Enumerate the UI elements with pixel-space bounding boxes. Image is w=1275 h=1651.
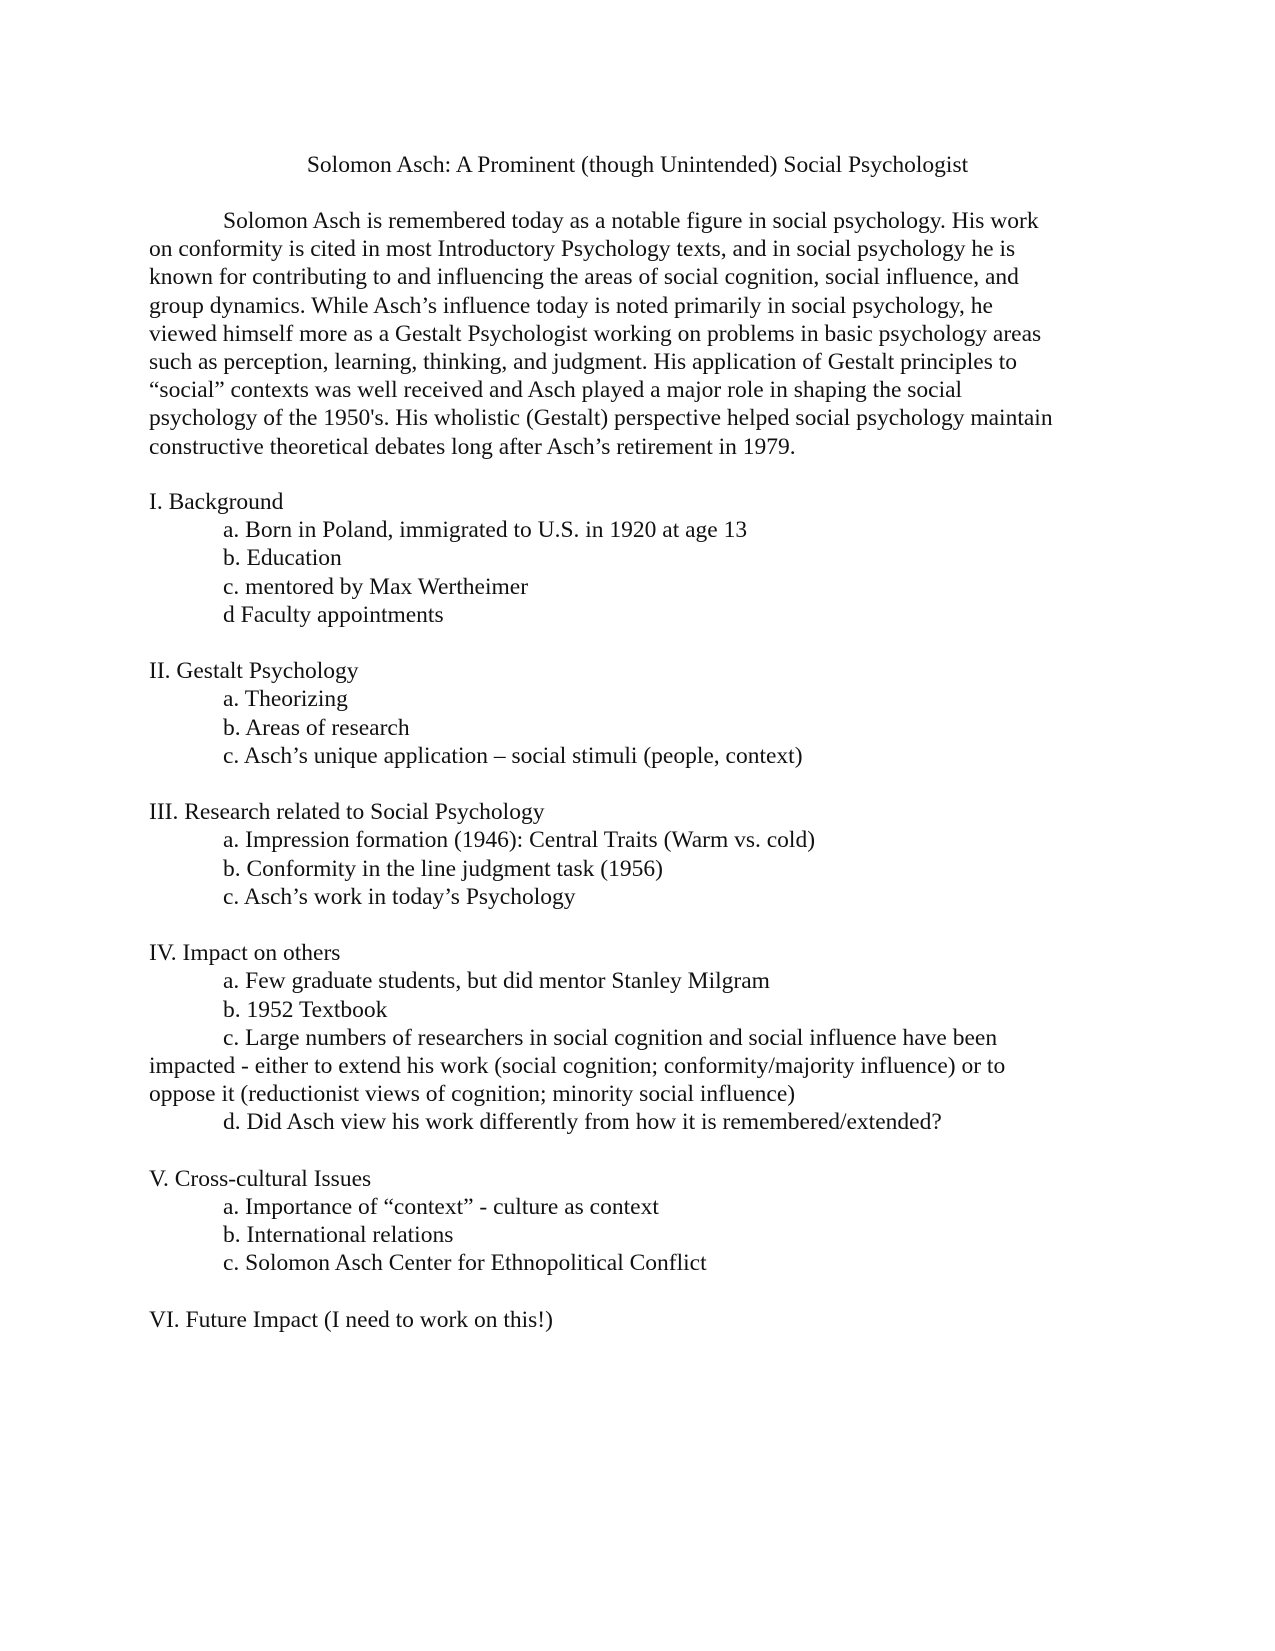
outline-item: b. 1952 Textbook xyxy=(223,996,388,1023)
intro-line: viewed himself more as a Gestalt Psychologist working on problems in basic psychology areas xyxy=(149,320,1042,347)
section-gestalt-psychology xyxy=(149,657,1109,770)
outline-item: d. Did Asch view his work differently from how it is remembered/extended? xyxy=(223,1109,942,1136)
outline-item-long-line: oppose it (reductionist views of cognition; minority social influence) xyxy=(149,1081,796,1108)
intro-line: Solomon Asch is remembered today as a notable figure in social psychology. His work xyxy=(223,208,1039,234)
intro-line: on conformity is cited in most Introductory Psychology texts, and in social psychology he is xyxy=(149,236,1016,263)
section-heading: II. Gestalt Psychology xyxy=(149,658,359,685)
section-research xyxy=(149,798,1109,911)
outline-item: b. Conformity in the line judgment task (1956) xyxy=(223,855,663,882)
section-heading: V. Cross-cultural Issues xyxy=(149,1165,372,1192)
outline xyxy=(149,488,1109,1362)
intro-paragraph xyxy=(149,207,1109,461)
outline-item-long-line: c. Large numbers of researchers in social cognition and social influence have been xyxy=(223,1024,998,1051)
section-impact-on-others xyxy=(149,939,1109,1136)
intro-line: such as perception, learning, thinking, and judgment. His application of Gestalt principles to xyxy=(149,349,1017,376)
outline-item: c. Asch’s unique application – social stimuli (people, context) xyxy=(223,742,803,769)
outline-item: a. Impression formation (1946): Central Traits (Warm vs. cold) xyxy=(223,827,816,854)
intro-line: group dynamics. While Asch’s influence today is noted primarily in social psychology, he xyxy=(149,292,993,319)
section-heading: VI. Future Impact (I need to work on this!) xyxy=(149,1306,553,1333)
document-title: Solomon Asch: A Prominent (though Unintended) Social Psychologist xyxy=(306,152,969,178)
intro-line: known for contributing to and influencing the areas of social cognition, social influence, and xyxy=(149,264,1019,291)
section-heading: I. Background xyxy=(149,489,284,515)
outline-item: a. Born in Poland, immigrated to U.S. in 1920 at age 13 xyxy=(223,517,748,544)
section-background xyxy=(149,488,1109,629)
section-future-impact xyxy=(149,1306,1109,1334)
outline-item: b. International relations xyxy=(223,1222,454,1249)
outline-item: b. Education xyxy=(223,545,342,572)
section-cross-cultural xyxy=(149,1165,1109,1278)
section-heading: III. Research related to Social Psychology xyxy=(149,799,545,826)
outline-item: c. mentored by Max Wertheimer xyxy=(223,573,529,600)
outline-item: a. Few graduate students, but did mentor Stanley Milgram xyxy=(223,968,770,995)
section-heading: IV. Impact on others xyxy=(149,940,341,967)
intro-line: psychology of the 1950's. His wholistic (Gestalt) perspective helped social psychology maintain xyxy=(149,405,1053,432)
intro-line: “social” contexts was well received and Asch played a major role in shaping the social xyxy=(149,377,963,404)
outline-item: b. Areas of research xyxy=(223,714,410,741)
outline-item: c. Solomon Asch Center for Ethnopolitical Conflict xyxy=(223,1250,707,1277)
outline-item: a. Importance of “context” - culture as context xyxy=(223,1194,659,1221)
outline-item: c. Asch’s work in today’s Psychology xyxy=(223,883,576,910)
outline-item-long-line: impacted - either to extend his work (social cognition; conformity/majority influence) or to xyxy=(149,1053,1006,1080)
outline-item: a. Theorizing xyxy=(223,686,348,713)
outline-item: d Faculty appointments xyxy=(223,601,444,628)
intro-line: constructive theoretical debates long after Asch’s retirement in 1979. xyxy=(149,433,796,460)
